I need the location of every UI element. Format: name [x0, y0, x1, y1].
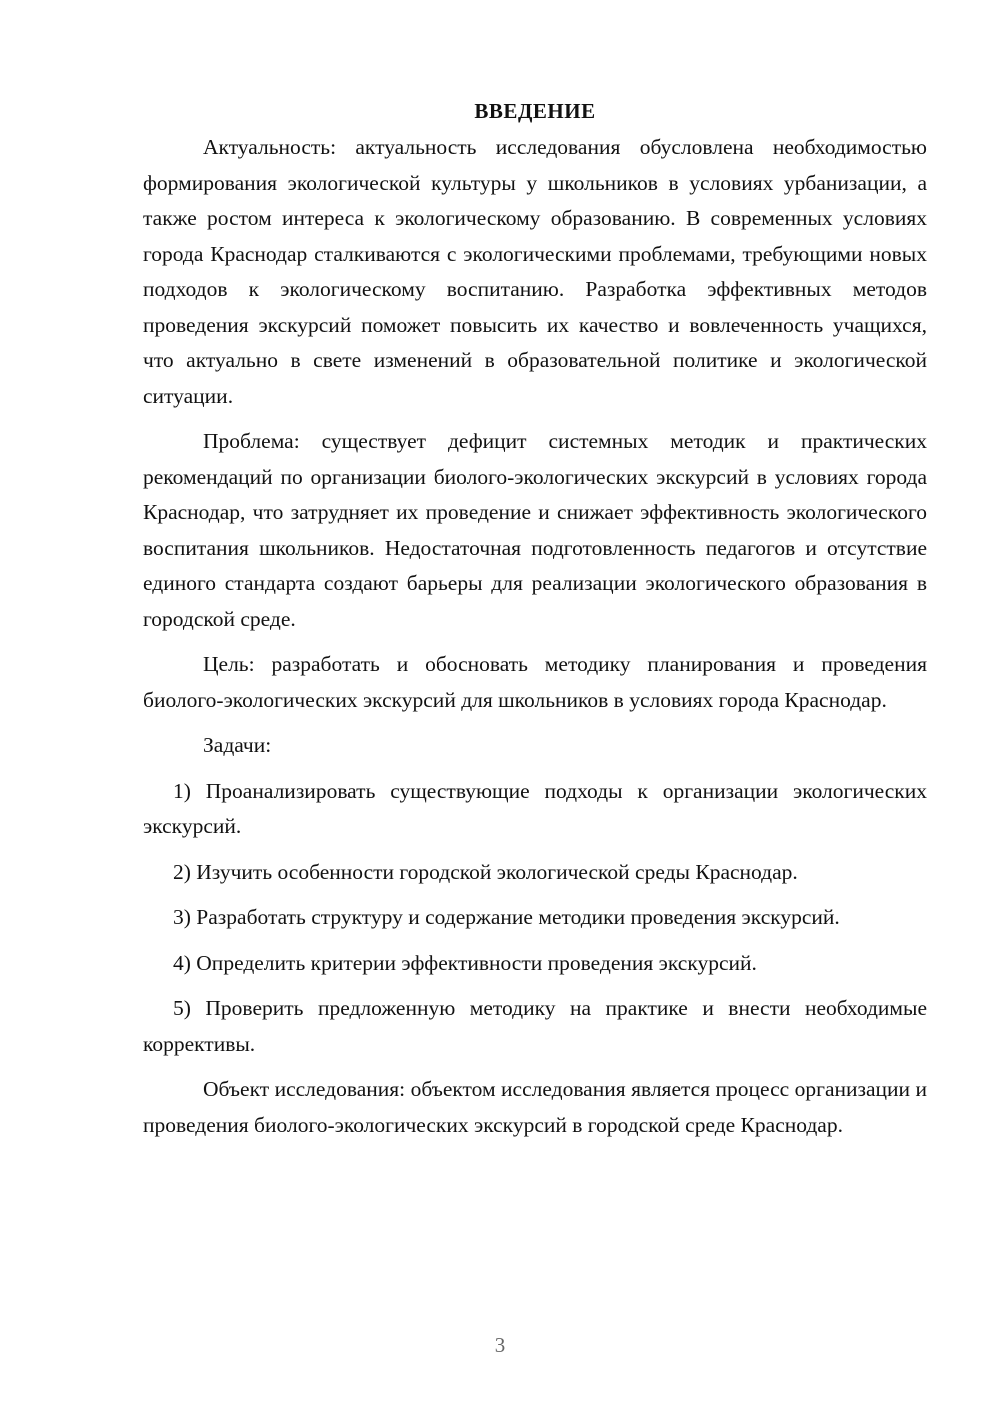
- task-item-2: 2) Изучить особенности городской экологической среды Краснодар.: [173, 859, 798, 884]
- page-content: [143, 96, 927, 1153]
- section-title: ВВЕДЕНИЕ: [474, 99, 596, 123]
- task-item-3: 3) Разработать структуру и содержание методики проведения экскурсий.: [173, 905, 840, 929]
- relevance-paragraph: Актуальность: актуальность исследования обусловлена необходимостью формирования экологической культуры у школьников в условиях урбанизации, а также ростом интереса к экологическому образованию. В современных условиях города Краснодар сталкиваются с экологическими проблемами, требующими новых подходов к экологическому воспитанию. Разработка эффективных методов проведения экскурсий поможет повысить их качество и вовлеченность учащихся, что актуально в свете изменений в образовательной политике и экологической ситуации.: [143, 135, 927, 408]
- page-number: 3: [494, 1333, 506, 1357]
- object-paragraph: Объект исследования: объектом исследования является процесс организации и проведения биолого-экологических экскурсий в городской среде Краснодар.: [143, 1077, 927, 1137]
- task-item-4: 4) Определить критерии эффективности проведения экскурсий.: [173, 950, 757, 975]
- problem-paragraph: Проблема: существует дефицит системных методик и практических рекомендаций по организации биолого-экологических экскурсий в условиях города Краснодар, что затрудняет их проведение и снижает эффективность экологического воспитания школьников. Недостаточная подготовленность педагогов и отсутствие единого стандарта создают барьеры для реализации экологического образования в городской среде.: [143, 429, 927, 631]
- tasks-heading: Задачи:: [203, 733, 272, 757]
- task-item-5: 5) Проверить предложенную методику на практике и внести необходимые коррективы.: [143, 996, 927, 1056]
- goal-paragraph: Цель: разработать и обосновать методику планирования и проведения биолого-экологических экскурсий для школьников в условиях города Краснодар.: [143, 652, 927, 712]
- task-item-1: 1) Проанализировать существующие подходы к организации экологических экскурсий.: [143, 778, 927, 838]
